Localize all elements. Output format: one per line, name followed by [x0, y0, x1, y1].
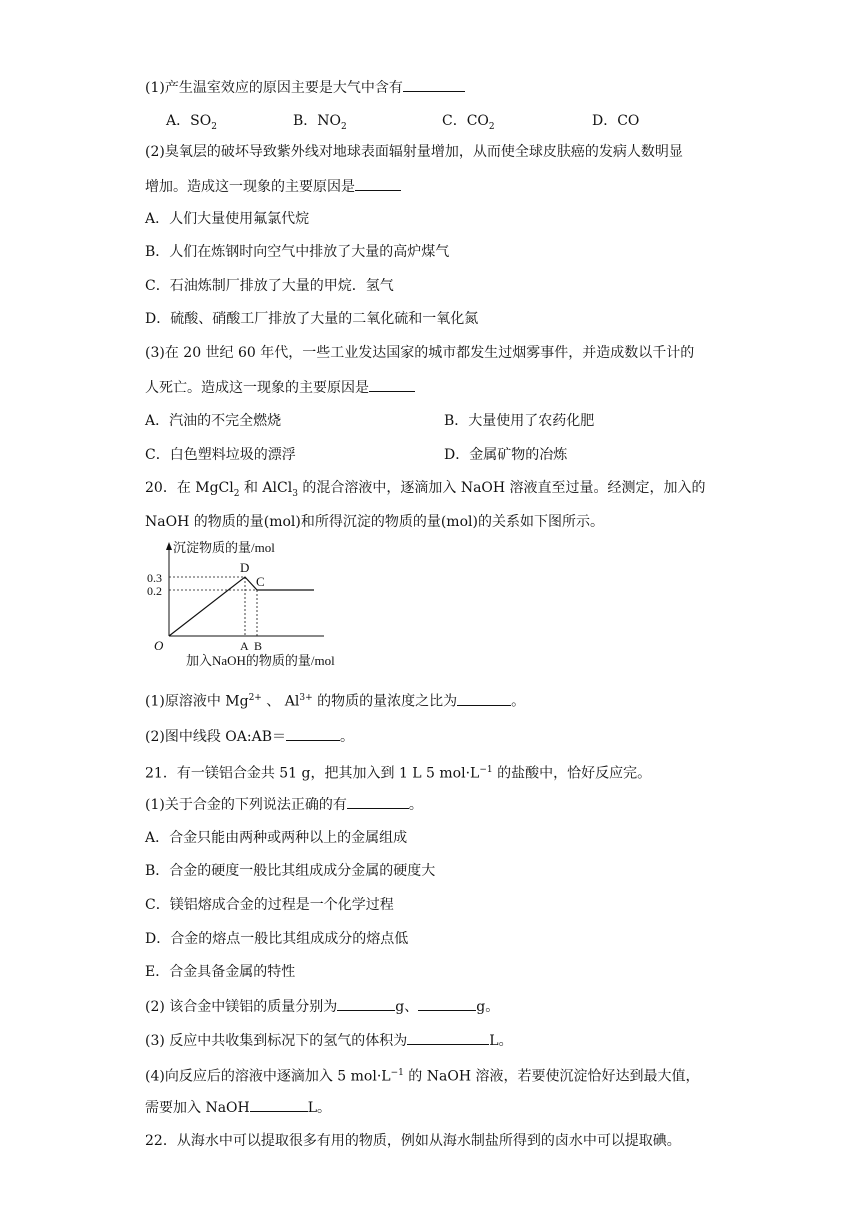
q19-part2-option-a: A．人们大量使用氟氯代烷 [145, 211, 310, 227]
q21-part4-line1: (4)向反应后的溶液中逐滴加入 5 $mol\cdot L^{-1}$ 的 NaOH 溶液，若要使沉淀恰好达到最大值， [145, 1068, 700, 1085]
answer-blank [369, 377, 415, 392]
x-axis-label: 加入NaOH的物质的量/mol [186, 653, 335, 668]
y-axis-label: 沉淀物质的量/mol [173, 540, 275, 555]
q21-part1: (1)关于合金的下列说法正确的有 。 [145, 794, 423, 815]
q21-part4-line2: 需要加入 NaOH L。 [145, 1097, 331, 1118]
q19-part1 [145, 77, 465, 98]
q21-option-b: B．合金的硬度一般比其组成成分金属的硬度大 [145, 863, 436, 879]
precipitate-line [169, 577, 314, 636]
q19-part3-option-b: B．大量使用了农药化肥 [444, 413, 595, 429]
y-axis-arrow [166, 542, 172, 550]
y-tick-0.2: 0.2 [147, 584, 162, 598]
x-tick-a: A [240, 639, 249, 653]
q19-part2-option-c: C．石油炼制厂排放了大量的甲烷．氢气 [145, 278, 394, 294]
origin-label: O [154, 638, 164, 653]
q20-stem-line1: 20．在 MgCl$_2$ 和 AlCl$_3$ 的混合溶液中，逐滴加入 NaOH 溶液直至过量。经测定，加入的 [145, 480, 706, 499]
q21-option-e: E．合金具备金属的特性 [145, 964, 296, 980]
answer-blank [347, 794, 409, 809]
q19-part1-options [0, 110, 860, 130]
answer-blank [355, 176, 401, 191]
q20-stem-line2: NaOH 的物质的量(mol)和所得沉淀的物质的量(mol)的关系如下图所示。 [145, 514, 604, 530]
q19-part3-line1: (3)在 20 世纪 60 年代，一些工业发达国家的城市都发生过烟雾事件，并造成数以千计的 [145, 345, 695, 361]
answer-blank [407, 1030, 489, 1045]
answer-blank [250, 1097, 308, 1112]
q20-part1: (1)原溶液中 $Mg^{2+}$ 、 $Al^{3+}$ 的物质的量浓度之比为 。 [145, 688, 525, 712]
q19-part2-line2: 增加。造成这一现象的主要原因是 [145, 176, 401, 197]
q19-part3-option-a: A．汽油的不完全燃烧 [145, 413, 282, 429]
point-label-c: C [256, 574, 265, 589]
answer-blank [286, 726, 340, 741]
q21-option-c: C．镁铝熔成合金的过程是一个化学过程 [145, 897, 394, 913]
q19-part3-option-d: D．金属矿物的冶炼 [444, 447, 568, 463]
q21-option-a: A．合金只能由两种或两种以上的金属组成 [145, 830, 408, 846]
option-c: C．$CO_2$ [442, 113, 495, 132]
q21-part3: (3) 反应中共收集到标况下的氢气的体积为 L。 [145, 1030, 513, 1051]
answer-blank [403, 77, 465, 92]
answer-blank [337, 996, 395, 1011]
q19-part3-option-c: C．白色塑料垃圾的漂浮 [145, 447, 296, 463]
q19-part1-text: (1)产生温室效应的原因主要是大气中含有 [145, 80, 403, 96]
q19-part3-line2: 人死亡。造成这一现象的主要原因是 [145, 377, 415, 398]
precipitate-chart [147, 538, 390, 668]
answer-blank [457, 691, 511, 706]
q19-part2-line1: (2)臭氧层的破坏导致紫外线对地球表面辐射量增加，从而使全球皮肤癌的发病人数明显 [145, 144, 683, 160]
y-tick-0.3: 0.3 [147, 571, 162, 585]
q19-part2-option-d: D．硫酸、硝酸工厂排放了大量的二氧化硫和一氧化氮 [145, 311, 479, 327]
option-b: B．$NO_2$ [293, 113, 347, 132]
x-tick-b: B [254, 639, 263, 653]
q22-stem: 22．从海水中可以提取很多有用的物质，例如从海水制盐所得到的卤水中可以提取碘。 [145, 1133, 681, 1149]
q21-option-d: D．合金的熔点一般比其组成成分的熔点低 [145, 931, 409, 947]
q19-part2-option-b: B．人们在炼钢时向空气中排放了大量的高炉煤气 [145, 244, 450, 260]
answer-blank [418, 996, 476, 1011]
q21-part2: (2) 该合金中镁铝的质量分别为 g、 g。 [145, 996, 499, 1017]
option-a: A．$SO_2$ [166, 113, 217, 132]
q21-stem: 21．有一镁铝合金共 51 g，把其加入到 1 L 5 $mol\cdot L^{-1}$ 的盐酸中，恰好反应完。 [145, 765, 652, 782]
option-d: D．CO [592, 113, 640, 129]
point-label-d: D [240, 560, 250, 575]
q20-part2: (2)图中线段 OA:AB＝ 。 [145, 726, 354, 747]
